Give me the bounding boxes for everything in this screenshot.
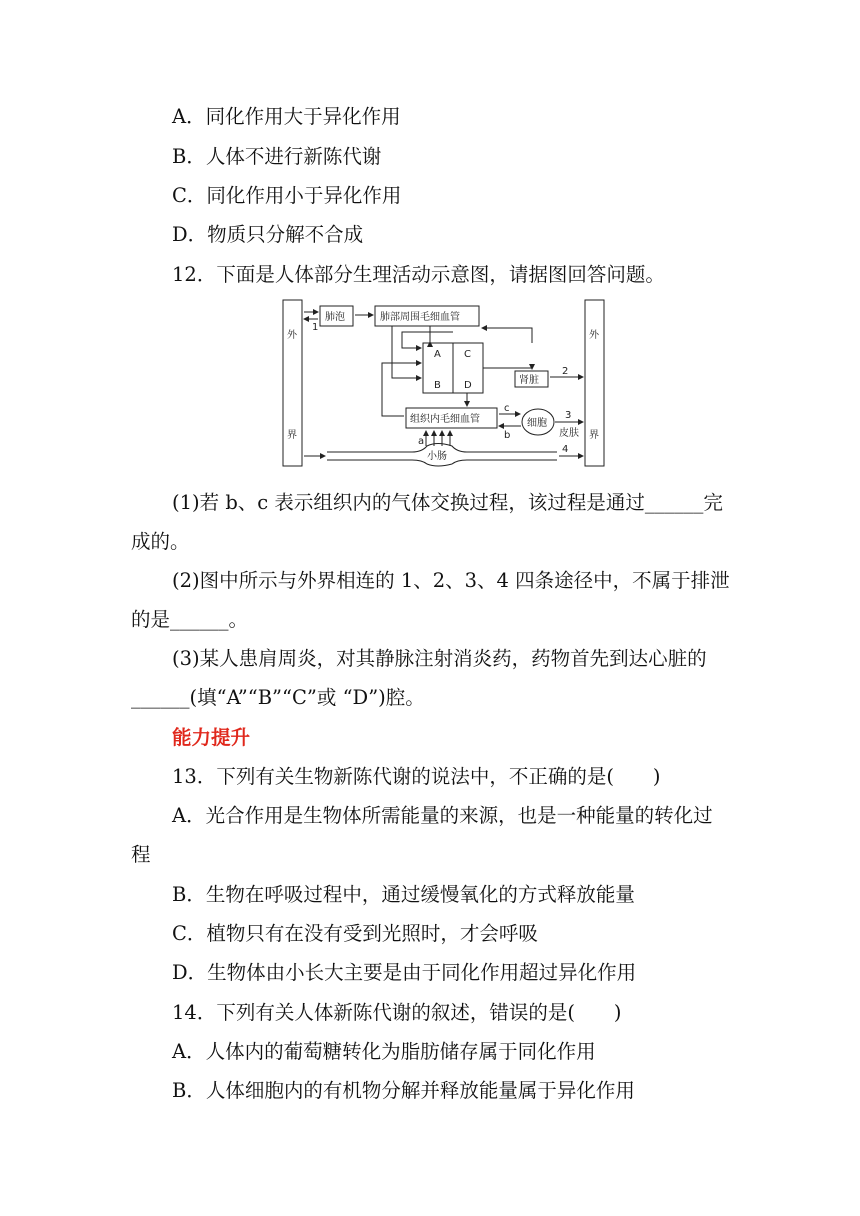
cell-label: 细胞 [527,418,547,429]
question-12-part-1-cont: 成的。 [131,530,190,553]
question-12-part-2: (2)图中所示与外界相连的 1、2、3、4 四条途径中，不属于排泄 [172,569,730,592]
tissue-capillaries-label: 组织内毛细血管 [410,414,480,425]
option-a-13-cont: 程 [131,843,151,866]
question-12-part-3-cont: ______(填“A”“B”“C”或 “D”)腔。 [131,686,425,709]
option-a-13: A．光合作用是生物体所需能量的来源，也是一种能量的转化过 [172,804,713,827]
heart-chamber-c: C [464,349,471,360]
option-b-11: B．人体不进行新陈代谢 [172,145,382,168]
option-a-14: A．人体内的葡萄糖转化为脂肪储存属于同化作用 [172,1040,596,1063]
option-c-11: C．同化作用小于异化作用 [172,184,402,207]
skin-label: 皮肤 [559,428,579,439]
option-d-13: D．生物体由小长大主要是由于同化作用超过异化作用 [172,961,637,984]
alveoli-label: 肺泡 [325,312,345,323]
kidney-label: 肾脏 [519,375,539,386]
outside-left-label: 外 [287,330,297,341]
option-a-11: A．同化作用大于异化作用 [172,105,401,128]
outside-right-label-2: 界 [589,430,599,441]
path-label-a: a [418,436,425,447]
question-12-part-1: (1)若 b、c 表示组织内的气体交换过程，该过程是通过______完 [172,491,723,514]
question-12-stem: 12．下面是人体部分生理活动示意图，请据图回答问题。 [172,263,665,286]
path-label-2: 2 [562,366,569,377]
outside-left-label-2: 界 [287,430,297,441]
small-intestine-label: 小肠 [427,451,447,462]
option-c-13: C．植物只有在没有受到光照时，才会呼吸 [172,922,538,945]
question-14-stem: 14．下列有关人体新陈代谢的叙述，错误的是( ) [172,1001,622,1024]
path-label-b: b [504,430,511,441]
heart-chamber-d: D [464,380,472,391]
option-b-13: B．生物在呼吸过程中，通过缓慢氧化的方式释放能量 [172,883,635,906]
path-label-3: 3 [565,410,572,421]
heart-chamber-a: A [434,349,441,360]
heart-chamber-b: B [434,380,441,391]
path-label-1: 1 [312,322,319,333]
section-heading: 能力提升 [172,726,251,749]
path-label-4: 4 [562,444,569,455]
question-12-part-3: (3)某人患肩周炎，对其静脉注射消炎药，药物首先到达心脏的 [172,647,707,670]
option-d-11: D．物质只分解不合成 [172,223,364,246]
option-b-14: B．人体细胞内的有机物分解并释放能量属于异化作用 [172,1079,635,1102]
question-12-part-2-cont: 的是______。 [131,608,249,631]
physiology-diagram [282,298,622,470]
lung-capillaries-label: 肺部周围毛细血管 [380,312,460,323]
question-13-stem: 13．下列有关生物新陈代谢的说法中，不正确的是( ) [172,765,661,788]
outside-right-label: 外 [589,330,599,341]
path-label-c: c [504,403,510,414]
